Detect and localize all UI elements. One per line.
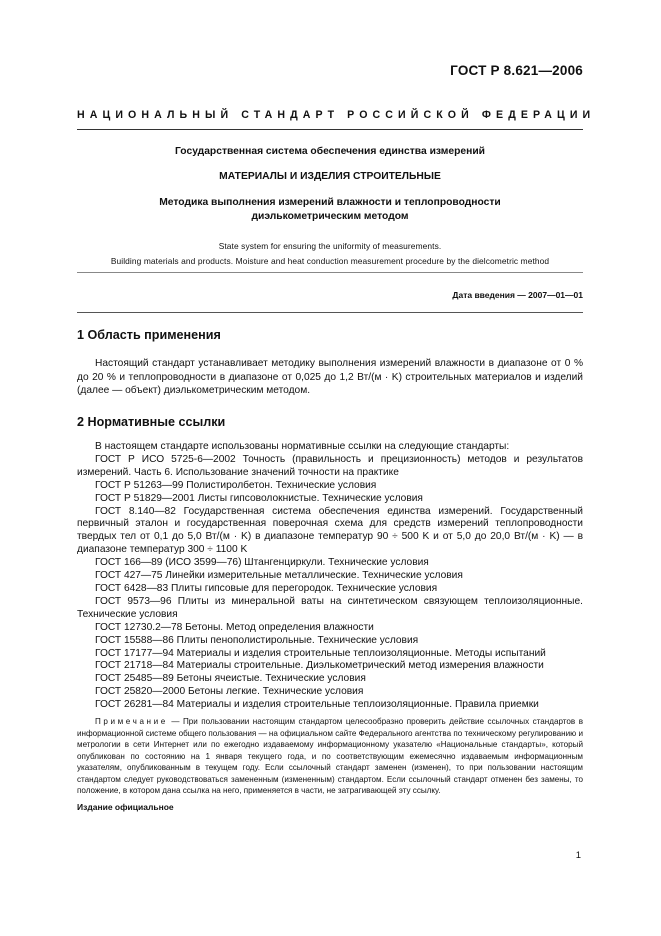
section-2-heading: 2 Нормативные ссылки bbox=[77, 415, 226, 429]
english-title-line-2: Building materials and products. Moisture and heat conduction measurement procedure by the dielcometric method bbox=[110, 255, 550, 266]
reference-line: ГОСТ 6428—83 Плиты гипсовые для перегородок. Технические условия bbox=[95, 582, 438, 594]
reference-line: ГОСТ 9573—96 Плиты из минеральной ваты на синтетическом связующем теплоизоляционные. Технические условия bbox=[77, 595, 583, 620]
english-title bbox=[77, 239, 583, 268]
title-rule bbox=[77, 272, 583, 273]
official-edition: Издание официальное bbox=[77, 802, 174, 812]
header-rule bbox=[77, 129, 583, 130]
reference-line: ГОСТ 8.140—82 Государственная система обеспечения единства измерений. Государственный первичный эталон и государственная поверочная схема для средств измерений теплопроводности твердых тел от 0,1 до 5,0 Вт/(м · K) в диапазоне температур 90 ÷ 500 K и от 5,0 до 20,0 Вт/(м · K) — в диапазоне температур 300 ÷ 1100 K bbox=[77, 505, 583, 556]
document-number: ГОСТ Р 8.621—2006 bbox=[450, 63, 583, 78]
reference-line: ГОСТ 427—75 Линейки измерительные металлические. Технические условия bbox=[95, 570, 463, 582]
introduction-date: Дата введения — 2007—01—01 bbox=[452, 290, 583, 300]
english-title-line-1: State system for ensuring the uniformity of measurements. bbox=[218, 241, 442, 251]
materials-title: МАТЕРИАЛЫ И ИЗДЕЛИЯ СТРОИТЕЛЬНЫЕ bbox=[219, 171, 441, 182]
national-standard-banner: НАЦИОНАЛЬНЫЙ СТАНДАРТ РОССИЙСКОЙ ФЕДЕРАЦИИ bbox=[77, 109, 596, 121]
page-number: 1 bbox=[575, 850, 581, 861]
reference-line: ГОСТ 15588—86 Плиты пенополистирольные. Технические условия bbox=[95, 634, 419, 646]
reference-line: ГОСТ 26281—84 Материалы и изделия строительные теплоизоляционные. Правила приемки bbox=[95, 699, 539, 711]
date-rule bbox=[77, 312, 583, 313]
reference-line: ГОСТ 21718—84 Материалы строительные. Диэлькометрический метод измерения влажности bbox=[95, 660, 544, 672]
note-text: — При пользовании настоящим стандартом целесообразно проверить действие ссылочных стандартов в информационной системе общего пользования — на официальном сайте Федерального агентства по техническому регулированию и метрологии в сети Интернет или по ежегодно издаваемому информационному указателю «Национальные стандарты», который опубликован по состоянию на 1 января текущего года, и по соответствующим ежемесячно издаваемым информационным указателям, опубликованным в текущем году. Если ссылочный стандарт заменен (изменен), то при пользовании настоящим стандартом следует руководствоваться замененным (измененным) стандартом. Если ссылочный стандарт отменен без замены, то положение, в котором дана ссылка на него, применяется в части, не затрагивающей эту ссылку. bbox=[77, 717, 583, 795]
section-1-text: Настоящий стандарт устанавливает методику выполнения измерений влажности в диапазоне от 0 % до 20 % и теплопроводности в диапазоне от 0,025 до 1,2 Вт/(м · K) строительных материалов и изделий (далее — объект) диэлькометрическим методом. bbox=[77, 358, 583, 397]
reference-line: ГОСТ Р 51263—99 Полистиролбетон. Технические условия bbox=[95, 479, 377, 491]
reference-line: В настоящем стандарте использованы нормативные ссылки на следующие стандарты: bbox=[95, 441, 510, 452]
reference-line: ГОСТ Р 51829—2001 Листы гипсоволокнистые. Технические условия bbox=[95, 492, 423, 504]
reference-line: ГОСТ 17177—94 Материалы и изделия строительные теплоизоляционные. Методы испытаний bbox=[95, 647, 546, 659]
reference-line: ГОСТ Р ИСО 5725-6—2002 Точность (правильность и прецизионность) методов и результатов измерений. Часть 6. Использование значений точности на практике bbox=[77, 453, 583, 478]
reference-line: ГОСТ 25485—89 Бетоны ячеистые. Технические условия bbox=[95, 673, 366, 685]
note-label: Примечание bbox=[95, 717, 168, 726]
section-1-heading: 1 Область применения bbox=[77, 328, 221, 342]
reference-line: ГОСТ 12730.2—78 Бетоны. Метод определения влажности bbox=[95, 621, 374, 633]
note bbox=[77, 716, 583, 797]
normative-references-list bbox=[77, 441, 583, 712]
reference-line: ГОСТ 25820—2000 Бетоны легкие. Технические условия bbox=[95, 686, 364, 698]
method-title bbox=[77, 196, 583, 224]
method-title-line-1: Методика выполнения измерений влажности и теплопроводности bbox=[159, 197, 501, 208]
system-title: Государственная система обеспечения единства измерений bbox=[174, 146, 485, 157]
method-title-line-2: диэлькометрическим методом bbox=[251, 211, 409, 222]
reference-line: ГОСТ 166—89 (ИСО 3599—76) Штангенциркули. Технические условия bbox=[95, 557, 429, 569]
